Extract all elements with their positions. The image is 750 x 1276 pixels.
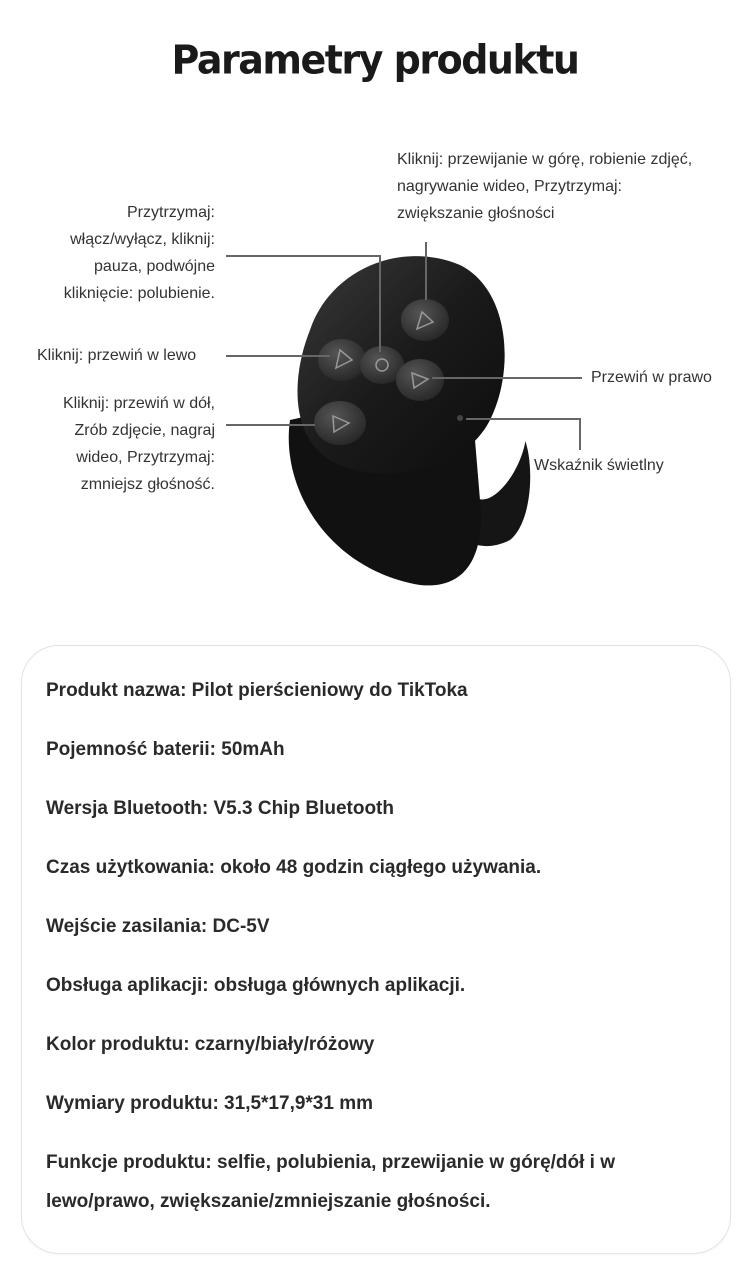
callout-mid-left: Kliknij: przewiń w lewo	[37, 347, 197, 364]
callout-line: wideo, Przytrzymaj:	[76, 449, 215, 466]
page-title: Parametry produktu	[171, 36, 579, 84]
callout-line: kliknięcie: polubienie.	[63, 285, 215, 302]
callout-line: Kliknij: przewiń w dół,	[62, 395, 215, 412]
spec-functions: Funkcje produktu: selfie, polubienia, przewijanie w górę/dół i w	[46, 1152, 616, 1173]
callout-right: Przewiń w prawo	[591, 369, 712, 386]
spec-power-input: Wejście zasilania: DC-5V	[46, 916, 270, 937]
callout-line: nagrywanie wideo, Przytrzymaj:	[397, 178, 622, 195]
spec-product-name: Produkt nazwa: Pilot pierścieniowy do TikToka	[46, 680, 468, 701]
spec-color: Kolor produktu: czarny/biały/różowy	[46, 1034, 375, 1055]
callout-line: Zrób zdjęcie, nagraj	[74, 422, 215, 439]
spec-usage-time: Czas użytkowania: około 48 godzin ciągłego używania.	[46, 857, 542, 878]
spec-dimensions: Wymiary produktu: 31,5*17,9*31 mm	[46, 1093, 374, 1114]
spec-battery: Pojemność baterii: 50mAh	[46, 739, 285, 760]
callout-line: Kliknij: przewijanie w górę, robienie zdjęć,	[397, 151, 693, 168]
spec-app-support: Obsługa aplikacji: obsługa głównych aplikacji.	[46, 975, 466, 996]
callout-indicator: Wskaźnik świetlny	[534, 457, 664, 474]
callout-line: zmniejsz głośność.	[80, 476, 215, 493]
callout-line: zwiększanie głośności	[397, 205, 555, 222]
spec-functions-cont: lewo/prawo, zwiększanie/zmniejszanie głośności.	[46, 1191, 491, 1212]
callout-line: włącz/wyłącz, kliknij:	[70, 231, 215, 248]
callout-line: pauza, podwójne	[94, 258, 215, 275]
spec-bluetooth: Wersja Bluetooth: V5.3 Chip Bluetooth	[46, 798, 394, 819]
callout-line: Przytrzymaj:	[127, 204, 215, 221]
